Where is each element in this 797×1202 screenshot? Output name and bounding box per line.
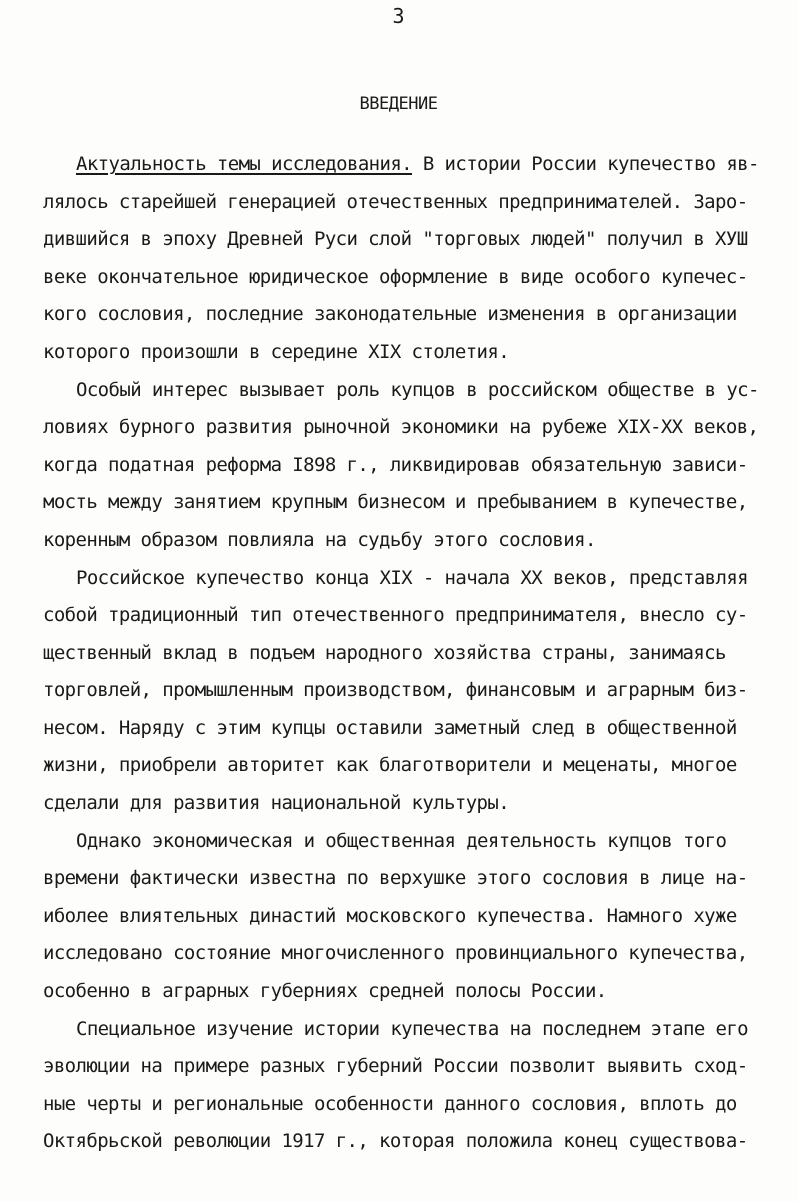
- paragraph-line: сделали для развития национальной культуры.: [43, 792, 510, 814]
- paragraph-line: торговлей, промышленным производством, финансовым и аграрным биз-: [43, 679, 748, 701]
- paragraph-line: щественный вклад в подъем народного хозяйства страны, занимаясь: [43, 642, 726, 664]
- paragraph-line: исследовано состояние многочисленного провинциального купечества,: [43, 942, 748, 964]
- paragraph-line: коренным образом повлияла на судьбу этого сословия.: [43, 529, 596, 551]
- paragraph-line: лялось старейшей генерацией отечественных предпринимателей. Заро-: [43, 191, 748, 213]
- section-heading: ВВЕДЕНИЕ: [359, 94, 438, 114]
- paragraph-line: когда податная реформа I898 г., ликвидировав обязательную зависи-: [43, 454, 748, 476]
- paragraph-line: Октябрьской революции 1917 г., которая положила конец существова-: [43, 1130, 748, 1152]
- paragraph-line: [76, 152, 759, 176]
- paragraph-line: ловиях бурного развития рыночной экономики на рубеже XIX-XX веков,: [43, 416, 759, 438]
- paragraph-line: Российское купечество конца XIX - начала XX веков, представляя: [76, 567, 749, 589]
- paragraph-line: кого сословия, последние законодательные изменения в организации: [43, 303, 737, 325]
- paragraph-line: особенно в аграрных губерниях средней полосы России.: [43, 980, 607, 1002]
- lead-term: Актуальность темы исследования.: [76, 153, 413, 175]
- paragraph-line: Специальное изучение истории купечества на последнем этапе его: [76, 1018, 749, 1040]
- paragraph-line: мость между занятием крупным бизнесом и пребыванием в купечестве,: [43, 491, 748, 513]
- paragraph-line: собой традиционный тип отечественного предпринимателя, внесло су-: [43, 604, 748, 626]
- line-text: В истории России купечество яв-: [412, 153, 759, 175]
- paragraph-line: Особый интерес вызывает роль купцов в российском обществе в ус-: [76, 379, 759, 401]
- paragraph-line: веке окончательное юридическое оформление в виде особого купечес-: [43, 266, 748, 288]
- page-number: 3: [392, 4, 405, 28]
- paragraph-line: эволюции на примере разных губерний России позволит выявить сход-: [43, 1055, 748, 1077]
- paragraph-line: времени фактически известна по верхушке этого сословия в лице на-: [43, 867, 748, 889]
- paragraph-line: дившийся в эпоху Древней Руси слой "торговых людей" получил в ХУШ: [43, 228, 748, 250]
- paragraph-line: несом. Наряду с этим купцы оставили заметный след в общественной: [43, 717, 737, 739]
- paragraph-line: Однако экономическая и общественная деятельность купцов того: [76, 830, 727, 852]
- paragraph-line: иболее влиятельных династий московского купечества. Намного хуже: [43, 905, 737, 927]
- paragraph-line: которого произошли в середине XIX столетия.: [43, 341, 510, 363]
- paragraph-line: жизни, приобрели авторитет как благотворители и меценаты, многое: [43, 754, 737, 776]
- paragraph-line: ные черты и региональные особенности данного сословия, вплоть до: [43, 1093, 737, 1115]
